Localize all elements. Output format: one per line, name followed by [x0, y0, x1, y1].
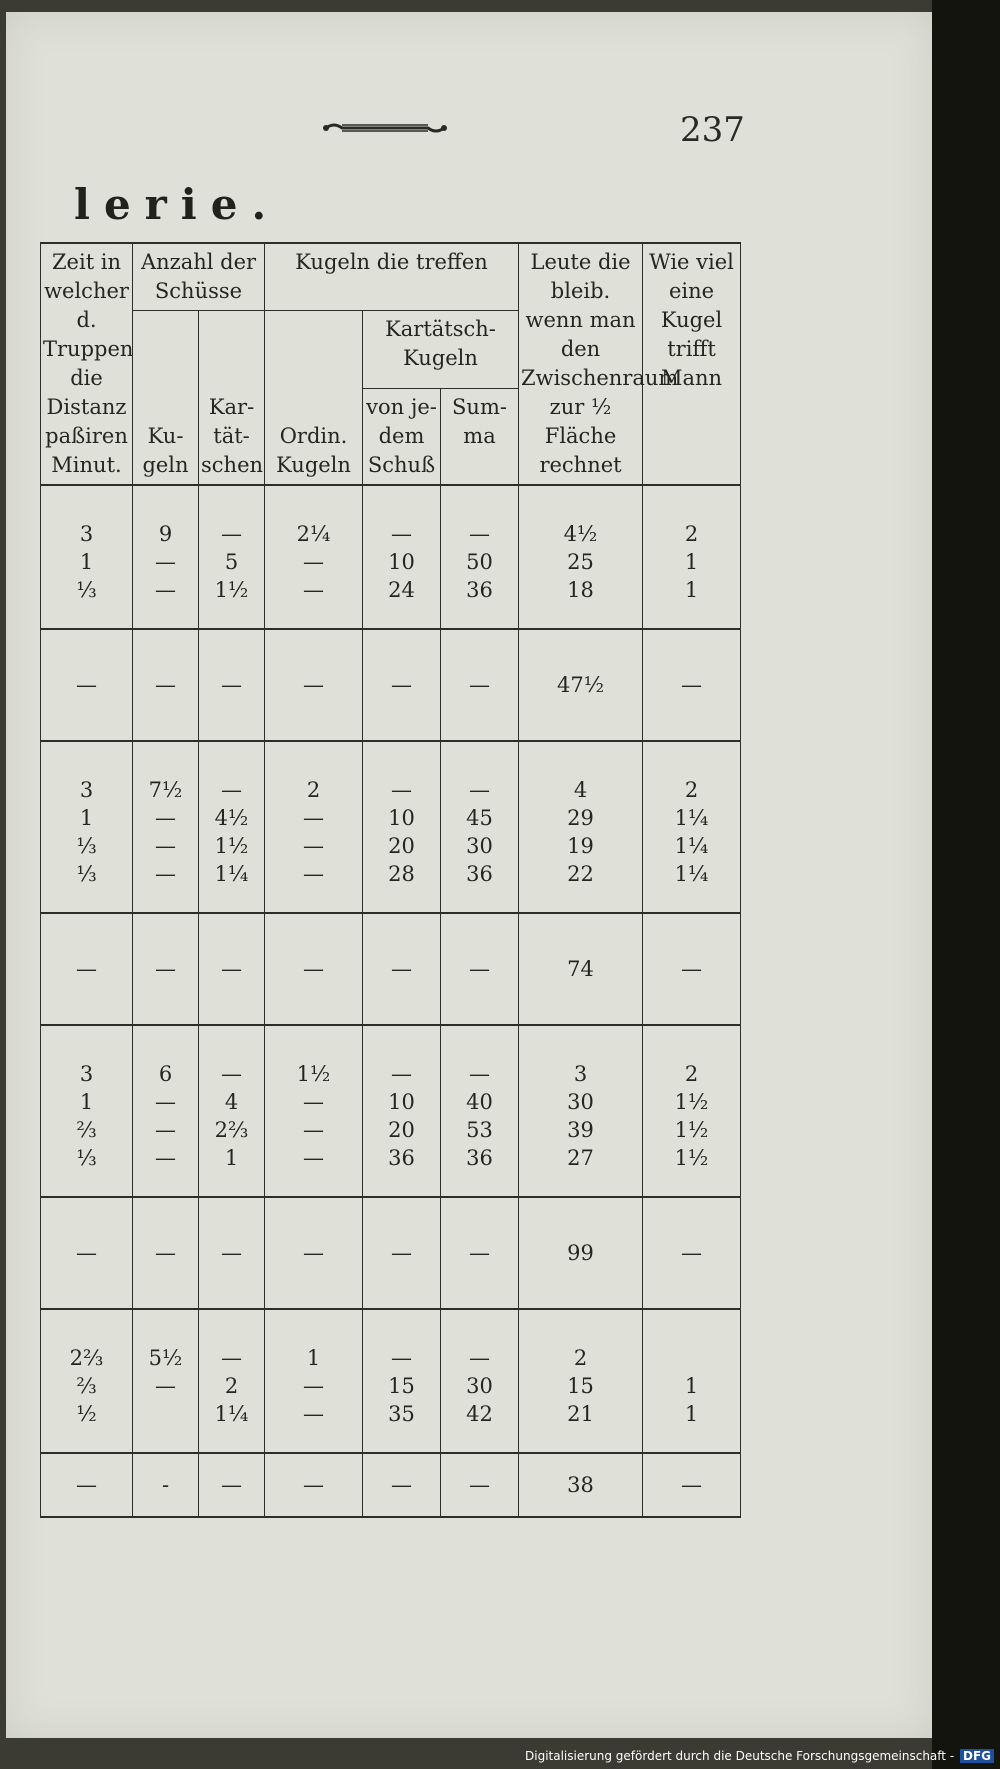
cell-value: 30 [567, 1090, 594, 1114]
table-cell [41, 1309, 133, 1453]
sum-cell: — [199, 1453, 265, 1517]
table-cell [643, 1309, 741, 1453]
cell-value: 7½ [148, 778, 183, 802]
cell-value: 29 [567, 806, 594, 830]
cell-value: 36 [466, 1146, 493, 1170]
cell-value: 3 [573, 1062, 588, 1086]
cell-value: 50 [466, 550, 493, 574]
page-number: 237 [680, 110, 745, 150]
cell-value: — [155, 806, 176, 830]
table-cell [133, 741, 199, 913]
cell-value: 5½ [148, 1346, 183, 1370]
cell-value: 1½ [674, 1146, 709, 1170]
sum-cell: — [265, 1453, 363, 1517]
header-ordin-kugeln: Ordin. Kugeln [265, 311, 363, 486]
cell-value: 10 [388, 550, 415, 574]
cell-value: 3 [79, 778, 94, 802]
cell-value: — [303, 1118, 324, 1142]
sum-cell: — [363, 1453, 441, 1517]
cell-value: — [391, 1062, 412, 1086]
sum-row [41, 913, 741, 1025]
cell-value: 2 [224, 1374, 239, 1398]
sum-cell: — [133, 913, 199, 1025]
cell-value: 30 [466, 1374, 493, 1398]
cell-value: 45 [466, 806, 493, 830]
sum-cell: — [441, 1453, 519, 1517]
cell-value: 20 [388, 1118, 415, 1142]
cell-value: — [303, 862, 324, 886]
cell-value: — [303, 1402, 324, 1426]
cell-value: 10 [388, 1090, 415, 1114]
cell-value: 9 [158, 522, 173, 546]
cell-value: 1¼ [674, 862, 709, 886]
cell-value: 40 [466, 1090, 493, 1114]
cell-value: 22 [567, 862, 594, 886]
cell-value: 36 [466, 862, 493, 886]
table-row [41, 1025, 741, 1197]
cell-value: 4 [224, 1090, 239, 1114]
table-cell [643, 741, 741, 913]
sum-cell: — [199, 1197, 265, 1309]
sum-cell: — [363, 1197, 441, 1309]
sum-cell: — [363, 629, 441, 741]
ornament-rule-icon [320, 118, 450, 138]
sum-cell: 47½ [519, 629, 643, 741]
table-cell [133, 1025, 199, 1197]
cell-value: — [391, 778, 412, 802]
sum-cell: — [265, 1197, 363, 1309]
sum-cell: — [199, 629, 265, 741]
cell-value: 35 [388, 1402, 415, 1426]
sum-cell: — [643, 913, 741, 1025]
header-von-jedem-schuss: von je-dem Schuß [363, 389, 441, 486]
cell-value: 4½ [563, 522, 598, 546]
cell-value: 1 [79, 550, 94, 574]
cell-value: 2 [684, 522, 699, 546]
table-cell [441, 485, 519, 629]
sum-cell: — [363, 913, 441, 1025]
cell-value: 1½ [214, 578, 249, 602]
cell-value: 10 [388, 806, 415, 830]
cell-value: — [155, 578, 176, 602]
sum-cell: — [265, 629, 363, 741]
cell-value: ⅓ [76, 862, 97, 886]
cell-value: 36 [388, 1146, 415, 1170]
cell-value: — [303, 834, 324, 858]
cell-value: 42 [466, 1402, 493, 1426]
table-cell [41, 741, 133, 913]
sum-cell: 38 [519, 1453, 643, 1517]
sum-cell: — [643, 1197, 741, 1309]
cell-value: 30 [466, 834, 493, 858]
cell-value: 27 [567, 1146, 594, 1170]
cell-value: 2⅔ [214, 1118, 249, 1142]
cell-value: — [469, 778, 490, 802]
header-anzahl: Anzahl der Schüsse [133, 243, 265, 311]
table-cell [441, 741, 519, 913]
scan-background-edge [932, 0, 1000, 1769]
cell-value: 18 [567, 578, 594, 602]
sum-cell: — [41, 1197, 133, 1309]
dfg-logo: DFG [960, 1749, 994, 1763]
header-kugeln-treffen: Kugeln die treffen [265, 243, 519, 311]
cell-value: — [155, 550, 176, 574]
sum-cell: — [441, 1197, 519, 1309]
cell-value: ⅓ [76, 834, 97, 858]
cell-value: — [469, 1062, 490, 1086]
sum-cell: 99 [519, 1197, 643, 1309]
cell-value: — [221, 1346, 242, 1370]
cell-value: 2 [306, 778, 321, 802]
sum-cell: — [441, 913, 519, 1025]
sum-row [41, 1197, 741, 1309]
table-cell [41, 485, 133, 629]
cell-value: 1¼ [674, 806, 709, 830]
cell-value: 21 [567, 1402, 594, 1426]
table-cell [643, 485, 741, 629]
artillery-table [40, 242, 740, 1518]
table-cell [643, 1025, 741, 1197]
footer-text: Digitalisierung gefördert durch die Deutsche Forschungsgemeinschaft - [525, 1749, 955, 1763]
sum-cell: — [133, 1197, 199, 1309]
cell-value: 5 [224, 550, 239, 574]
table-cell [265, 485, 363, 629]
sum-cell: — [643, 1453, 741, 1517]
header-zeit: Zeit in welcher d. Truppen die Distanz paßiren Minut. [41, 243, 133, 485]
table-cell [363, 741, 441, 913]
sum-row [41, 629, 741, 741]
table-cell [265, 1025, 363, 1197]
cell-value: — [469, 1346, 490, 1370]
sum-cell: — [265, 913, 363, 1025]
cell-value: — [155, 1118, 176, 1142]
table-body [41, 485, 741, 1517]
sum-cell: — [41, 913, 133, 1025]
sum-cell: — [41, 1453, 133, 1517]
table-cell [265, 741, 363, 913]
cell-value: 1 [79, 1090, 94, 1114]
cell-value [135, 1400, 196, 1428]
cell-value: 1½ [296, 1062, 331, 1086]
cell-value: 24 [388, 578, 415, 602]
cell-value: 3 [79, 522, 94, 546]
sum-cell: — [199, 913, 265, 1025]
cell-value: 15 [567, 1374, 594, 1398]
cell-value: 2 [573, 1346, 588, 1370]
cell-value: — [303, 1374, 324, 1398]
cell-value: 1 [684, 550, 699, 574]
cell-value: 6 [158, 1062, 173, 1086]
cell-value: ⅔ [76, 1118, 97, 1142]
cell-value [645, 1344, 738, 1372]
cell-value: — [303, 1090, 324, 1114]
sum-cell: — [441, 629, 519, 741]
cell-value: — [391, 1346, 412, 1370]
cell-value: ⅓ [76, 578, 97, 602]
header-wieviel: Wie viel eine Kugel trifft Mann [643, 243, 741, 485]
cell-value: ⅔ [76, 1374, 97, 1398]
sum-cell: 74 [519, 913, 643, 1025]
cell-value: 1 [684, 1402, 699, 1426]
cell-value: — [469, 522, 490, 546]
cell-value: 4½ [214, 806, 249, 830]
sum-cell: — [133, 629, 199, 741]
table-row [41, 485, 741, 629]
cell-value: 2 [684, 778, 699, 802]
table-cell [441, 1309, 519, 1453]
sum-cell: — [41, 629, 133, 741]
header-kugeln: Ku-geln [133, 311, 199, 486]
cell-value: — [155, 1146, 176, 1170]
cell-value: — [391, 522, 412, 546]
table-cell [199, 1025, 265, 1197]
cell-value: 15 [388, 1374, 415, 1398]
cell-value: — [155, 1374, 176, 1398]
cell-value: — [221, 1062, 242, 1086]
cell-value: 1 [684, 578, 699, 602]
cell-value: 1 [79, 806, 94, 830]
table-row [41, 1309, 741, 1453]
table-cell [199, 741, 265, 913]
cell-value: — [221, 778, 242, 802]
cell-value: — [303, 578, 324, 602]
cell-value: 1½ [214, 834, 249, 858]
cell-value: — [303, 806, 324, 830]
cell-value: 36 [466, 578, 493, 602]
table-cell [133, 485, 199, 629]
cell-value: 1½ [674, 1090, 709, 1114]
cell-value: 1¼ [214, 862, 249, 886]
header-kartaetsch-kugeln: Kartätsch-Kugeln [363, 311, 519, 389]
cell-value: 2¼ [296, 522, 331, 546]
cell-value: 19 [567, 834, 594, 858]
cell-value: 1¼ [214, 1402, 249, 1426]
cell-value: — [303, 550, 324, 574]
table-cell [363, 1309, 441, 1453]
cell-value: — [155, 862, 176, 886]
table-cell [265, 1309, 363, 1453]
cell-value: 2⅔ [69, 1346, 104, 1370]
cell-value: 1 [224, 1146, 239, 1170]
table-cell [363, 1025, 441, 1197]
cell-value: 3 [79, 1062, 94, 1086]
table-cell [519, 1309, 643, 1453]
header-summa: Sum-ma [441, 389, 519, 486]
cell-value: 28 [388, 862, 415, 886]
table-cell [133, 1309, 199, 1453]
sum-cell: — [643, 629, 741, 741]
cell-value: 1¼ [674, 834, 709, 858]
table-cell [441, 1025, 519, 1197]
cell-value: 1 [306, 1346, 321, 1370]
cell-value: 20 [388, 834, 415, 858]
cell-value: ½ [76, 1402, 97, 1426]
cell-value: 2 [684, 1062, 699, 1086]
sum-cell: - [133, 1453, 199, 1517]
table-cell [41, 1025, 133, 1197]
table-row [41, 741, 741, 913]
table-cell [199, 485, 265, 629]
table-cell [363, 485, 441, 629]
header-kartaetschen: Kar-tät-schen [199, 311, 265, 486]
cell-value: 1 [684, 1374, 699, 1398]
cell-value: 4 [573, 778, 588, 802]
table-cell [519, 485, 643, 629]
table-cell [519, 1025, 643, 1197]
cell-value: — [155, 1090, 176, 1114]
cell-value: — [155, 834, 176, 858]
cell-value: 25 [567, 550, 594, 574]
table-cell [519, 741, 643, 913]
sum-row [41, 1453, 741, 1517]
digitization-footer [525, 1749, 994, 1763]
running-title: lerie. [74, 180, 281, 229]
cell-value: 53 [466, 1118, 493, 1142]
table-cell [199, 1309, 265, 1453]
cell-value: ⅓ [76, 1146, 97, 1170]
cell-value: 1½ [674, 1118, 709, 1142]
cell-value: — [303, 1146, 324, 1170]
cell-value: 39 [567, 1118, 594, 1142]
cell-value: — [221, 522, 242, 546]
header-leute: Leute die bleib. wenn man den Zwischenraum zur ½ Fläche rechnet [519, 243, 643, 485]
